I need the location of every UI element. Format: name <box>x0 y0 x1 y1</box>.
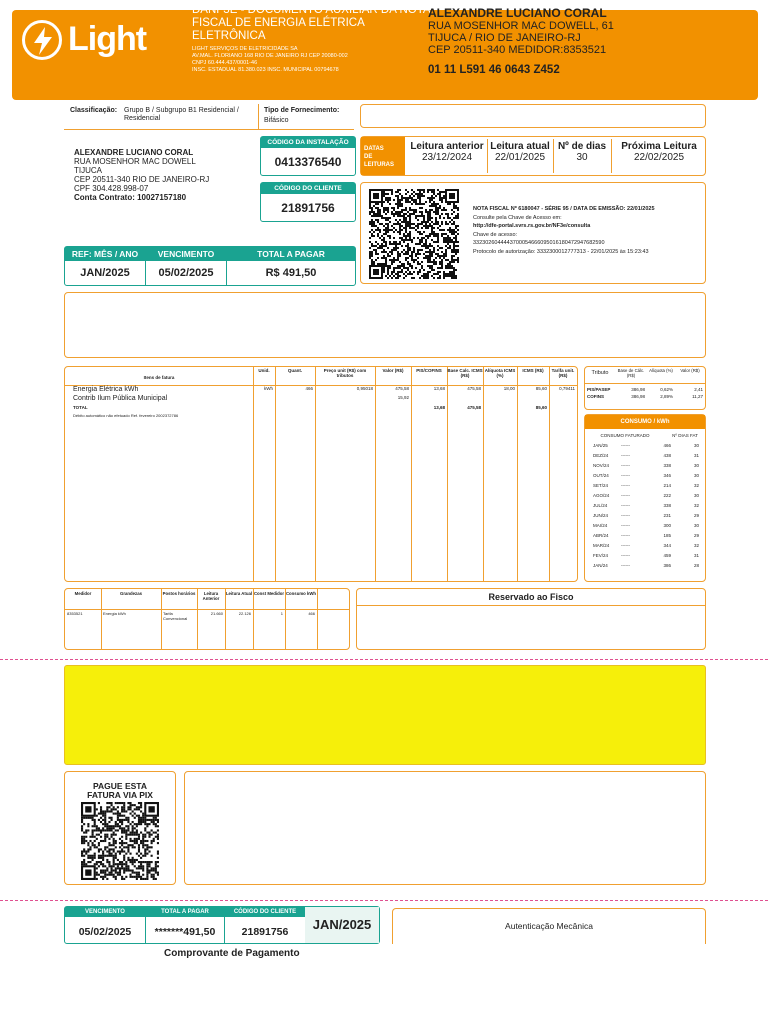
consumption-days: 32 <box>693 543 699 548</box>
stub-client: CÓDIGO DO CLIENTE 21891756 <box>233 909 297 938</box>
consumption-kwh: 386 <box>663 563 671 568</box>
document-title: DANF3E - DOCUMENTO AUXILIAR DA NOTA FISCAL DE ENERGIA ELÉTRICA ELETRÔNICA <box>192 4 431 42</box>
current-reading: Leitura atual 22/01/2025 <box>490 141 550 163</box>
qr-code-icon <box>369 189 465 279</box>
consumption-days: 30 <box>693 523 699 528</box>
items-cell: Contrib Ilum Pública Municipal <box>73 395 168 402</box>
company-info: LIGHT SERVIÇOS DE ELETRICIDADE SA AV.MAL. FLORIANO 168 RIO DE JANEIRO RJ CEP 20080-002 CNPJ 60.444.437/0001-46 INSC. ESTADUAL 81.380.023 INSC. MUNICIPAL 00794678 <box>192 46 348 73</box>
customer-block: ALEXANDRE LUCIANO CORAL RUA MOSENHOR MAC DOWELL TIJUCA CEP 20511-340 RIO DE JANEIRO-RJ CPF 304.428.998-07 Conta Contrato: 10027157180 <box>74 148 210 202</box>
tax-cell: 0,62% <box>660 387 673 392</box>
tax-header-cell: Alíquota (%) <box>649 368 673 373</box>
consumption-dash: ------ <box>621 513 630 518</box>
consumption-month: DEZ/24 <box>593 453 609 458</box>
logo-text: Light <box>68 20 147 58</box>
taxes-table <box>584 366 706 410</box>
items-cell: TOTAL <box>73 405 88 410</box>
pix-qr-code-icon <box>81 802 159 880</box>
consumption-kwh: 214 <box>663 483 671 488</box>
fisco-box: Reservado ao Fisco <box>356 588 706 650</box>
meter-cell: 22.126 <box>238 611 251 616</box>
consumption-days: 32 <box>693 503 699 508</box>
pix-box <box>64 771 176 885</box>
consumption-days: 28 <box>693 563 699 568</box>
items-header-cell: Alíquota ICMS (%) <box>484 368 516 378</box>
stub-due: VENCIMENTO 05/02/2025 <box>78 909 132 938</box>
barcode-code: 01 11 L591 46 0643 Z452 <box>428 64 560 76</box>
items-cell: 13,68 <box>433 386 445 391</box>
light-logo <box>22 18 192 74</box>
tax-header-cell: Tributo <box>591 370 609 376</box>
due-date: VENCIMENTO 05/02/2025 <box>157 249 215 279</box>
consumption-month: ABR/24 <box>593 533 609 538</box>
next-reading: Próxima Leitura 22/02/2025 <box>621 141 697 163</box>
receipt-label: Comprovante de Pagamento <box>164 948 300 959</box>
meter-divider <box>225 589 226 649</box>
consumption-dash: ------ <box>621 483 630 488</box>
consumption-table <box>584 414 706 582</box>
items-header-cell: Itens de fatura <box>143 375 175 380</box>
items-header-cell: Valor (R$) <box>382 368 404 373</box>
consumption-month: FEV/24 <box>593 553 609 558</box>
cut-line-2 <box>0 900 768 901</box>
pix-label: PAGUE ESTA FATURA VIA PIX <box>87 781 153 800</box>
meter-divider <box>253 589 254 649</box>
consumption-days: 30 <box>693 473 699 478</box>
tax-header-cell: Valor (R$) <box>680 368 700 373</box>
installation-code: 0413376540 <box>274 155 342 169</box>
items-cell: 15,92 <box>397 395 409 400</box>
meter-cell: 8353521 <box>67 611 83 616</box>
tax-cell: 386,98 <box>631 394 645 399</box>
items-cell: 466 <box>305 386 313 391</box>
tax-cell: 11,27 <box>692 394 703 399</box>
readings-label: DATAS DE LEITURAS <box>361 137 405 175</box>
items-header-cell: Tarifa unit. (R$) <box>551 368 575 378</box>
consumption-days: 31 <box>693 553 699 558</box>
consumption-dash: ------ <box>621 443 630 448</box>
consumption-month: NOV/24 <box>593 463 610 468</box>
meter-cell: 466 <box>308 611 315 616</box>
items-cell: 475,58 <box>467 405 481 410</box>
items-header-cell: Preço unit (R$) com tributos <box>323 368 367 378</box>
items-table <box>64 366 578 582</box>
consumption-month: MAR/24 <box>593 543 610 548</box>
blank-payment-box <box>184 771 706 885</box>
meter-divider <box>101 589 102 649</box>
items-header-cell: ICMS (R$) <box>522 368 544 373</box>
client-code: 21891756 <box>281 201 335 215</box>
consumption-dash: ------ <box>621 493 630 498</box>
items-header-cell: PIS/COFINS <box>416 368 442 373</box>
consumption-days: 29 <box>693 513 699 518</box>
items-cell: Energia Elétrica kWh <box>73 386 139 393</box>
meter-header-cell: Consumo kWh <box>285 591 317 596</box>
meter-table <box>64 588 350 650</box>
meter-header-cell: Grandezas <box>120 591 142 596</box>
installation-code-box: CÓDIGO DA INSTALAÇÃO 0413376540 <box>260 136 356 176</box>
consumption-header: Nº DIAS FAT <box>672 433 698 438</box>
meter-header-cell: Postos horários <box>162 591 196 596</box>
meter-header-cell: Const Medidor <box>253 591 285 596</box>
consumption-dash: ------ <box>621 533 630 538</box>
consumption-days: 32 <box>693 483 699 488</box>
consumption-month: AGO/24 <box>593 493 610 498</box>
stub-total: TOTAL A PAGAR *******491,50 <box>154 909 216 938</box>
consumption-header: CONSUMO FATURADO <box>600 433 650 438</box>
items-cell: kWh <box>264 386 273 391</box>
consumption-kwh: 459 <box>663 553 671 558</box>
consumption-month: JAN/25 <box>593 443 608 448</box>
tax-cell: COFINS <box>587 394 605 399</box>
consumption-dash: ------ <box>621 563 630 568</box>
consumption-kwh: 222 <box>663 493 671 498</box>
consumption-month: SET/24 <box>593 483 609 488</box>
cut-line <box>0 659 768 660</box>
stub-ref: JAN/2025 <box>305 907 379 943</box>
invoice-info-box <box>360 182 706 284</box>
consumption-kwh: 466 <box>663 443 671 448</box>
items-cell: 0,79411 <box>559 386 575 391</box>
items-header-cell: Unid. <box>258 368 270 373</box>
consumption-days: 31 <box>693 453 699 458</box>
tax-cell: PIS/PASEP <box>587 387 611 392</box>
tax-cell: 2,41 <box>694 387 703 392</box>
items-header-cell: Quant. <box>287 368 303 373</box>
consumption-dash: ------ <box>621 553 630 558</box>
meter-header-cell: Medidor <box>74 591 92 596</box>
consumption-month: OUT/24 <box>593 473 609 478</box>
consumption-kwh: 344 <box>663 543 671 548</box>
consumption-dash: ------ <box>621 523 630 528</box>
consumption-month: JUL/24 <box>593 503 608 508</box>
auth-box: Autenticação Mecânica <box>392 908 706 944</box>
meter-divider <box>317 589 318 649</box>
consumption-dash: ------ <box>621 473 630 478</box>
items-cell: 475,58 <box>395 386 409 391</box>
readings-box <box>360 136 706 176</box>
consumption-month: JUN/24 <box>593 513 609 518</box>
consumption-kwh: 338 <box>663 503 671 508</box>
items-cell: 85,60 <box>535 386 547 391</box>
consumption-dash: ------ <box>621 543 630 548</box>
ref-month: REF: MÊS / ANO JAN/2025 <box>71 249 139 279</box>
invoice-details: NOTA FISCAL Nº 6180047 - SÉRIE 95 / DATA DE EMISSÃO: 22/01/2025 Consulte pela Chave de Acesso em: http://dfe-portal.svrs.rs.gov.br/NF3e/consulta Chave de acesso: 3323026044443700054666095016180472947682590 Protocolo de autorização: 3332300012777313 - 22/01/2025 às 15:23:43 <box>473 206 655 255</box>
blank-info-box <box>360 104 706 128</box>
tax-cell: 386,98 <box>631 387 645 392</box>
consumption-dash: ------ <box>621 463 630 468</box>
meter-cell: Energia kWh <box>103 611 126 616</box>
consumption-dash: ------ <box>621 453 630 458</box>
consumption-dash: ------ <box>621 503 630 508</box>
consumption-kwh: 231 <box>663 513 671 518</box>
lightning-icon <box>22 20 62 60</box>
items-cell: 18,00 <box>503 386 515 391</box>
items-cell: 475,58 <box>467 386 481 391</box>
consumption-days: 30 <box>693 463 699 468</box>
items-cell: 85,60 <box>535 405 547 410</box>
consumption-kwh: 346 <box>663 473 671 478</box>
consumption-kwh: 300 <box>663 523 671 528</box>
items-cell: 0,95018 <box>356 386 373 391</box>
consumption-days: 30 <box>693 493 699 498</box>
previous-reading: Leitura anterior 23/12/2024 <box>410 141 484 163</box>
consumption-kwh: 185 <box>663 533 671 538</box>
consumption-kwh: 438 <box>663 453 671 458</box>
tax-header-cell: Base de Cálc. (R$) <box>617 368 645 378</box>
classification-row: Classificação: Grupo B / Subgrupo B1 Residencial / Residencial Tipo de Fornecimento: Bifásico <box>64 104 354 130</box>
consumption-month: MAI/24 <box>593 523 608 528</box>
meter-header-cell: Leitura Atual <box>225 591 253 596</box>
items-header-cell: Base Calc. ICMS (R$) <box>447 368 483 378</box>
header-client-info: ALEXANDRE LUCIANO CORAL RUA MOSENHOR MAC DOWELL, 61 TIJUCA / RIO DE JANEIRO-RJ CEP 20511-340 MEDIDOR:8353521 01 11 L591 46 0643 Z452 <box>428 6 748 76</box>
consumption-month: JAN/24 <box>593 563 608 568</box>
consumption-days: 29 <box>693 533 699 538</box>
message-box <box>64 292 706 358</box>
client-code-box: CÓDIGO DO CLIENTE 21891756 <box>260 182 356 222</box>
yellow-notice-box <box>64 665 706 765</box>
meter-cell: 1 <box>280 611 283 616</box>
payment-stub <box>64 906 380 944</box>
total-to-pay: TOTAL A PAGAR R$ 491,50 <box>257 249 325 279</box>
days-count: Nº de dias 30 <box>557 141 607 163</box>
meter-divider <box>285 589 286 649</box>
summary-box <box>64 246 356 286</box>
consumption-title: CONSUMO / kWh <box>585 415 705 429</box>
tax-cell: 2,89% <box>660 394 673 399</box>
meter-cell: 21.660 <box>210 611 223 616</box>
meter-cell: Tarifa Convencional <box>163 611 188 621</box>
items-note: Débito automático não efetuado Ref. fevereiro 2002372786 <box>73 413 179 418</box>
meter-header-cell: Leitura Anterior <box>202 591 220 601</box>
consumption-kwh: 338 <box>663 463 671 468</box>
meter-divider <box>161 589 162 649</box>
items-cell: 13,68 <box>433 405 445 410</box>
consumption-days: 30 <box>693 443 699 448</box>
